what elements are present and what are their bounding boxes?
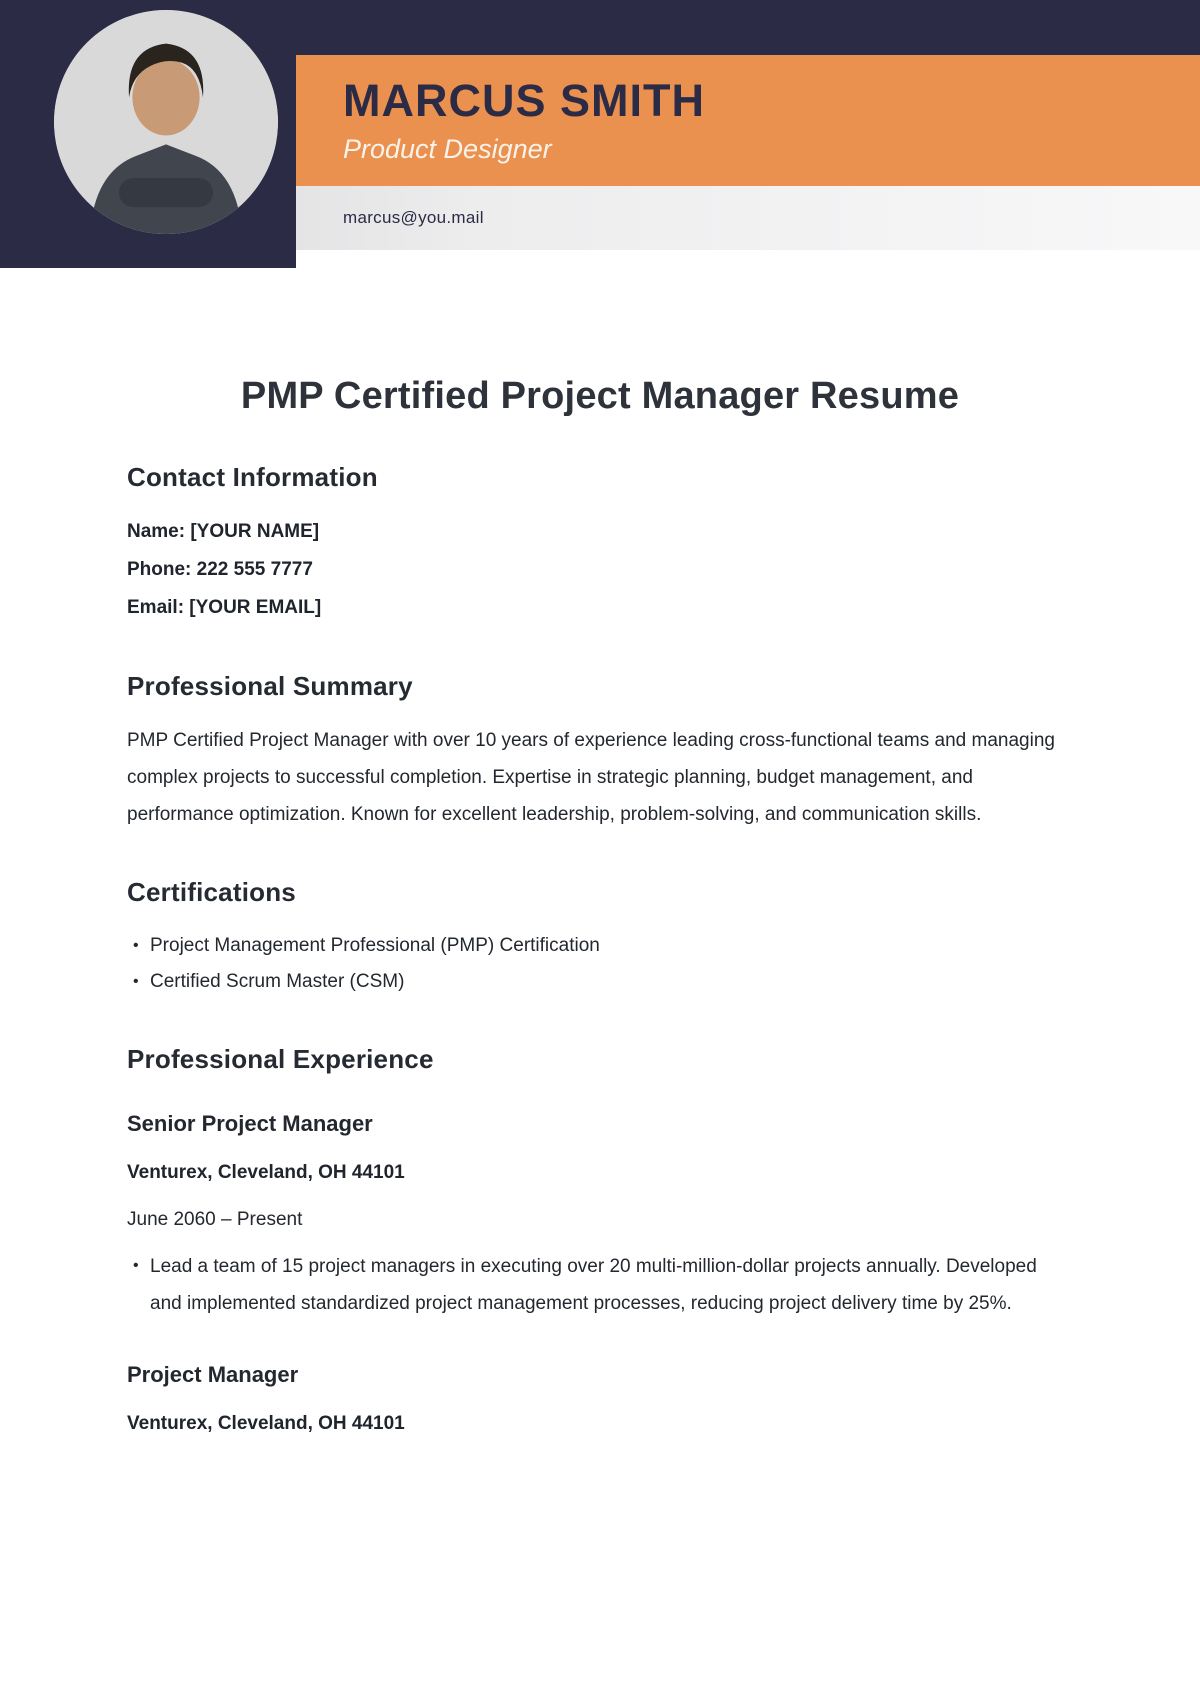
- section-professional-experience: [127, 1044, 1073, 1435]
- job-entry-senior-project-manager: [127, 1111, 1073, 1322]
- page-title: PMP Certified Project Manager Resume: [240, 375, 960, 417]
- experience-heading: Professional Experience: [127, 1044, 434, 1074]
- list-item: • Certified Scrum Master (CSM): [133, 964, 1073, 1000]
- job-entry-project-manager: [127, 1362, 1073, 1435]
- list-item: • Lead a team of 15 project managers in executing over 20 multi-million-dollar projects annually. Developed and implemented standardized project management processes, reducing project delivery time by 25%.: [133, 1248, 1073, 1322]
- job-bullet-list: [133, 1248, 1073, 1322]
- profile-photo-icon: [54, 10, 278, 234]
- contact-heading: Contact Information: [127, 462, 378, 492]
- contact-phone-line: Phone: 222 555 7777: [127, 559, 313, 580]
- summary-text: PMP Certified Project Manager with over 10 years of experience leading cross-functional teams and managing complex projects to successful completion. Expertise in strategic planning, budget management, and performance optimization. Known for excellent leadership, problem-solving, and communication skills.: [127, 730, 1055, 825]
- certifications-heading: Certifications: [127, 877, 296, 907]
- section-contact-information: [127, 462, 1073, 627]
- contact-email-line: Email: [YOUR EMAIL]: [127, 597, 322, 618]
- resume-body: [0, 375, 1200, 1495]
- summary-heading: Professional Summary: [127, 671, 413, 701]
- list-item: • Project Management Professional (PMP) Certification: [133, 928, 1073, 964]
- job-title: Senior Project Manager: [127, 1111, 373, 1136]
- job-location: Venturex, Cleveland, OH 44101: [127, 1162, 405, 1183]
- header-banner: [0, 0, 1200, 268]
- job-title: Project Manager: [127, 1362, 299, 1387]
- section-certifications: [127, 877, 1073, 1000]
- header-email: marcus@you.mail: [343, 208, 484, 227]
- section-professional-summary: [127, 671, 1073, 833]
- person-role: Product Designer: [343, 134, 552, 165]
- job-dates: June 2060 – Present: [127, 1209, 303, 1230]
- certifications-list: [133, 928, 1073, 1000]
- job-location: Venturex, Cleveland, OH 44101: [127, 1413, 405, 1434]
- contact-name-line: Name: [YOUR NAME]: [127, 521, 320, 542]
- person-name: MARCUS SMITH: [343, 74, 705, 126]
